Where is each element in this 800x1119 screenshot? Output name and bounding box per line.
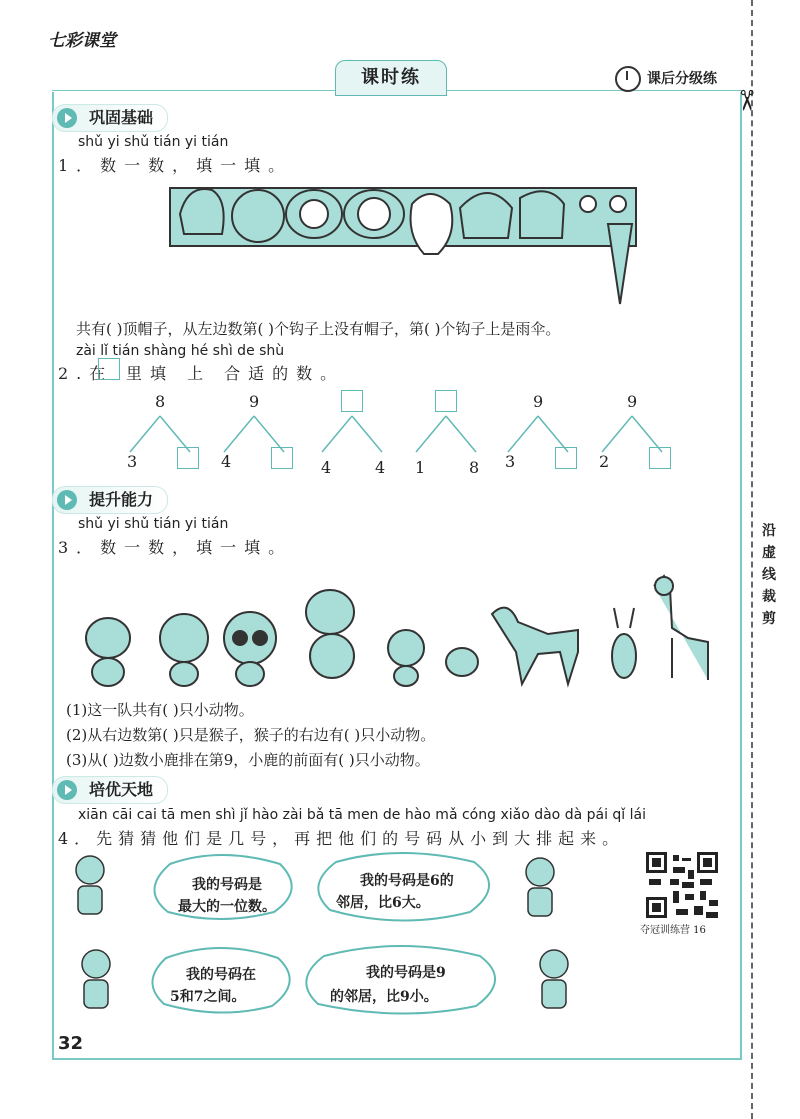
tree-top-number: 9 [249, 392, 260, 411]
section-title: 巩固基础 [89, 108, 154, 127]
tree-right-number: 4 [375, 458, 386, 477]
q2-title-prefix: 2.在 [58, 364, 114, 383]
level-badge [615, 66, 717, 92]
brand-logo: 七彩课堂 [48, 31, 116, 51]
level-badge-label: 课后分级练 [647, 71, 717, 87]
tree-left-number: 4 [221, 452, 232, 471]
play-icon [57, 490, 77, 510]
tree-branches [396, 412, 496, 456]
section-header-advanced [52, 486, 168, 514]
play-icon [57, 780, 77, 800]
q4-title: 4．先猜猜他们是几号，再把他们的号码从小到大排起来。 [58, 829, 625, 848]
hat-rack-illustration [168, 184, 638, 308]
section-header-excellence [52, 776, 168, 804]
tree-top-number: 9 [533, 392, 544, 411]
tree-left-number: 4 [321, 458, 332, 477]
section-header-basic [52, 104, 168, 132]
section-title: 提升能力 [89, 490, 154, 509]
section-title: 培优天地 [89, 780, 154, 799]
tree-top-number: 8 [155, 392, 166, 411]
q2-title-suffix: 里填 上 合适的数。 [126, 364, 345, 383]
qr-code-icon [646, 852, 718, 918]
q3-line-2: (2)从右边数第( )只是猴子，猴子的右边有( )只小动物。 [66, 726, 436, 744]
tree-top-number: 9 [627, 392, 638, 411]
bubble-2-line-1: 我的号码是6的 [360, 873, 454, 889]
q2-pinyin: zài lǐ tián shàng hé shì de shù [76, 343, 285, 359]
animal-parade-illustration [78, 568, 718, 690]
tree-left-number: 1 [415, 458, 426, 477]
scissors-icon: ✂ [730, 88, 764, 113]
q4-pinyin: xiān cāi cai tā men shì jǐ hào zài bǎ tā men de hào mǎ cóng xiǎo dào dà pái qǐ lái [78, 807, 646, 823]
bubble-4-line-1: 我的号码是9 [366, 965, 446, 981]
q1-title: 1．数一数，填一填。 [58, 156, 293, 175]
tree-left-number: 3 [127, 452, 138, 471]
tree-right-answer-box[interactable] [177, 447, 199, 469]
qr-caption: 夺冠训练营 16 [640, 925, 706, 936]
tree-right-answer-box[interactable] [555, 447, 577, 469]
tree-top-answer-box[interactable] [341, 390, 363, 412]
q2-title-box [98, 358, 120, 380]
tree-left-number: 3 [505, 452, 516, 471]
bubble-3-line-2: 5和7之间。 [170, 989, 246, 1005]
play-icon [57, 108, 77, 128]
bubble-2-line-2: 邻居，比6大。 [336, 895, 430, 911]
page-number: 32 [58, 1033, 84, 1054]
tree-right-number: 8 [469, 458, 480, 477]
q1-pinyin: shǔ yi shǔ tián yi tián [78, 134, 229, 150]
q3-line-3: (3)从( )边数小鹿排在第9，小鹿的前面有( )只小动物。 [66, 751, 430, 769]
cut-instruction: 沿虚线裁剪 [762, 523, 776, 627]
bubble-1-line-1: 我的号码是 [192, 877, 262, 893]
q3-pinyin: shǔ yi shǔ tián yi tián [78, 516, 229, 532]
bubble-3-line-1: 我的号码在 [186, 967, 256, 983]
q3-title: 3．数一数，填一填。 [58, 538, 293, 557]
lesson-title: 课时练 [335, 60, 447, 96]
tree-right-answer-box[interactable] [649, 447, 671, 469]
tree-left-number: 2 [599, 452, 610, 471]
q3-line-1: (1)这一队共有( )只小动物。 [66, 701, 254, 719]
tree-branches [302, 412, 402, 456]
tree-top-answer-box[interactable] [435, 390, 457, 412]
q1-sentence: 共有( )顶帽子，从左边数第( )个钩子上没有帽子，第( )个钩子上是雨伞。 [76, 320, 561, 338]
tree-right-answer-box[interactable] [271, 447, 293, 469]
bubble-1-line-2: 最大的一位数。 [178, 899, 276, 915]
cut-dashed-line [751, 0, 753, 1119]
alarm-clock-icon [615, 66, 641, 92]
bubble-4-line-2: 的邻居，比9小。 [330, 989, 438, 1005]
